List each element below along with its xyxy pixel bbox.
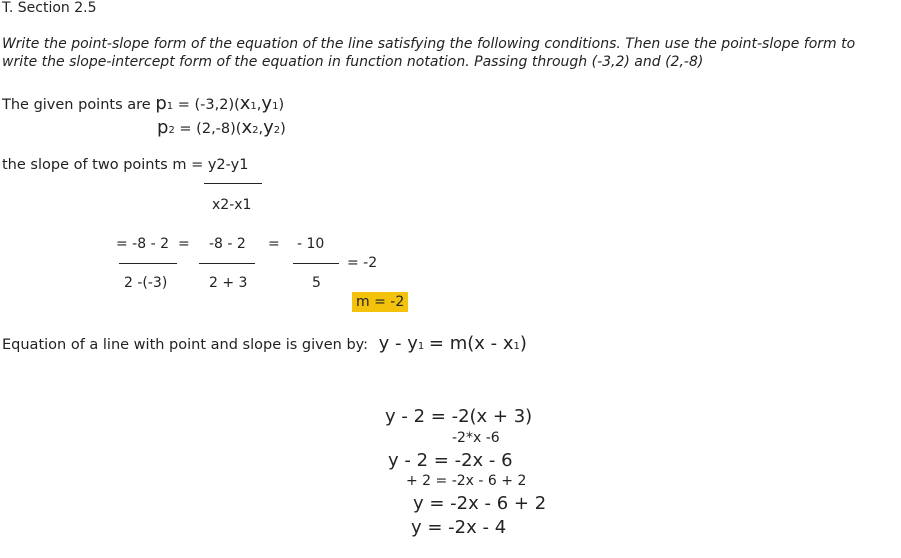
p2-x-index: 2 — [252, 125, 259, 136]
point-slope-y-index: 1 — [417, 341, 425, 352]
point-slope-intro: Equation of a line with point and slope is given by: — [2, 337, 369, 353]
calc-bar-1 — [119, 263, 177, 264]
p2-coords: = (2,-8)( — [179, 121, 242, 137]
p1-index: 1 — [166, 101, 174, 112]
calc-eq-2: = — [268, 236, 280, 252]
p2-index: 2 — [168, 125, 175, 136]
slope-denominator: x2-x1 — [212, 197, 252, 213]
p1-x-index: 1 — [250, 101, 257, 112]
problem-line-2: write the slope-intercept form of the equation in function notation. Passing through (-3,2) and (2,-8) — [2, 54, 704, 70]
point-slope-line — [2, 333, 527, 354]
slope-result-highlight: m = -2 — [352, 292, 408, 312]
calc-eq-1: = — [178, 236, 190, 252]
points-intro-text: The given points are — [2, 97, 151, 113]
step-1-note: -2*x -6 — [452, 430, 500, 446]
point-slope-mid: = m(x - x — [428, 333, 514, 354]
p2-x: x — [241, 117, 253, 138]
step-3: y = -2x - 6 + 2 — [413, 493, 547, 514]
calc-num-1: = -8 - 2 — [116, 236, 169, 252]
p1-symbol: p — [155, 93, 167, 114]
step-1: y - 2 = -2(x + 3) — [385, 406, 533, 427]
calc-result: = -2 — [347, 255, 378, 271]
points-intro — [2, 93, 284, 114]
calc-den-3: 5 — [312, 275, 321, 291]
p1-coords: = (-3,2)( — [177, 97, 240, 113]
p1-y-index: 1 — [272, 101, 279, 112]
step-4: y = -2x - 4 — [411, 517, 507, 538]
calc-den-2: 2 + 3 — [209, 275, 248, 291]
point-slope-x-index: 1 — [513, 341, 520, 352]
point-slope-y: y - y — [378, 333, 418, 354]
p2-close: ) — [280, 121, 286, 137]
p2-y: y — [263, 117, 274, 138]
section-title: T. Section 2.5 — [2, 0, 97, 16]
p1-y: y — [261, 93, 273, 114]
calc-num-3: - 10 — [297, 236, 325, 252]
p2-y-index: 2 — [273, 125, 281, 136]
slope-intro: the slope of two points m = y2-y1 — [2, 157, 249, 173]
p1-x: x — [239, 93, 251, 114]
calc-bar-3 — [293, 263, 339, 264]
step-2-note: + 2 = -2x - 6 + 2 — [406, 473, 527, 489]
point-slope-close: ) — [519, 333, 527, 354]
point-p2 — [157, 117, 286, 138]
p2-symbol: p — [157, 117, 169, 138]
calc-den-1: 2 -(-3) — [124, 275, 168, 291]
problem-line-1: Write the point-slope form of the equation of the line satisfying the following conditions. Then use the point-slope form to — [2, 36, 856, 52]
p1-sep: , — [256, 97, 262, 113]
calc-num-2: -8 - 2 — [209, 236, 246, 252]
step-2: y - 2 = -2x - 6 — [388, 450, 513, 471]
calc-bar-2 — [199, 263, 255, 264]
p2-sep: , — [258, 121, 264, 137]
p1-close: ) — [278, 97, 285, 113]
slope-fraction-bar — [204, 183, 262, 184]
